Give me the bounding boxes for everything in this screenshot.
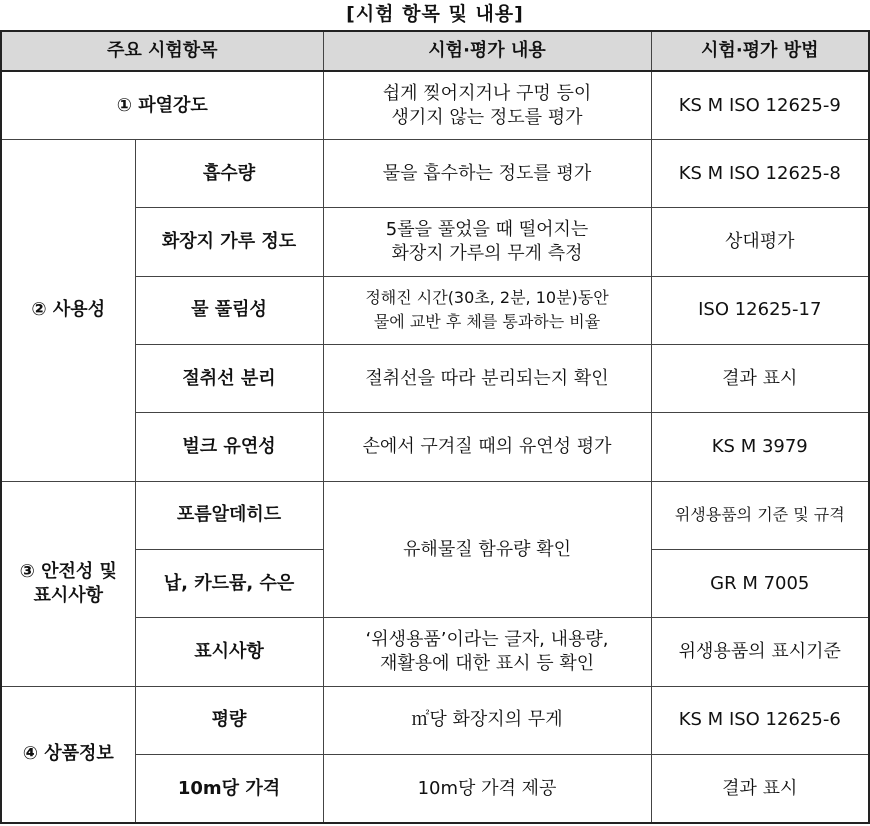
row-desc: 정해진 시간(30초, 2분, 10분)동안 물에 교반 후 체를 통과하는 비율	[323, 276, 651, 344]
test-items-table	[0, 30, 870, 824]
table-title: [시험 항목 및 내용]	[346, 3, 524, 25]
row-item: 절취선 분리	[135, 345, 323, 413]
row-method: KS M ISO 12625-8	[651, 140, 869, 208]
row-desc: ‘위생용품’이라는 글자, 내용량, 재활용에 대한 표시 등 확인	[323, 618, 651, 686]
row-desc-hazardous: 유해물질 함유량 확인	[323, 481, 651, 618]
row-desc: 물을 흡수하는 정도를 평가	[323, 140, 651, 208]
header-content: 시험·평가 내용	[323, 31, 651, 71]
row-method: 위생용품의 표시기준	[651, 618, 869, 686]
row-desc: 쉽게 찢어지거나 구멍 등이 생기지 않는 정도를 평가	[323, 71, 651, 139]
table-row	[1, 140, 869, 208]
row-desc: 5롤을 풀었을 때 떨어지는 화장지 가루의 무게 측정	[323, 208, 651, 276]
row-method: 결과 표시	[651, 345, 869, 413]
row-item: 흡수량	[135, 140, 323, 208]
header-row	[1, 31, 869, 71]
category-product-info: ④ 상품정보	[1, 686, 135, 823]
row-desc: 10m당 가격 제공	[323, 755, 651, 823]
header-main-items: 주요 시험항목	[1, 31, 323, 71]
row-method: KS M 3979	[651, 413, 869, 481]
row-method: 위생용품의 기준 및 규격	[651, 481, 869, 549]
row-method: ISO 12625-17	[651, 276, 869, 344]
row-desc: 절취선을 따라 분리되는지 확인	[323, 345, 651, 413]
row-method: GR M 7005	[651, 550, 869, 618]
row-item: 화장지 가루 정도	[135, 208, 323, 276]
row-method: 상대평가	[651, 208, 869, 276]
row-method: KS M ISO 12625-9	[651, 71, 869, 139]
category-safety-labeling: ③ 안전성 및 표시사항	[1, 481, 135, 686]
row-item: 표시사항	[135, 618, 323, 686]
table-row	[1, 686, 869, 754]
table-row	[1, 71, 869, 139]
row-method: 결과 표시	[651, 755, 869, 823]
table-row	[1, 481, 869, 549]
row-item: 포름알데히드	[135, 481, 323, 549]
row-method: KS M ISO 12625-6	[651, 686, 869, 754]
row-item: 10m당 가격	[135, 755, 323, 823]
category-usability: ② 사용성	[1, 140, 135, 482]
header-method: 시험·평가 방법	[651, 31, 869, 71]
row-desc: 손에서 구겨질 때의 유연성 평가	[323, 413, 651, 481]
row-item: 물 풀림성	[135, 276, 323, 344]
category-burst-strength: ① 파열강도	[1, 71, 323, 139]
row-item: 납, 카드뮴, 수은	[135, 550, 323, 618]
row-desc: ㎡당 화장지의 무게	[323, 686, 651, 754]
row-item: 평량	[135, 686, 323, 754]
row-item: 벌크 유연성	[135, 413, 323, 481]
